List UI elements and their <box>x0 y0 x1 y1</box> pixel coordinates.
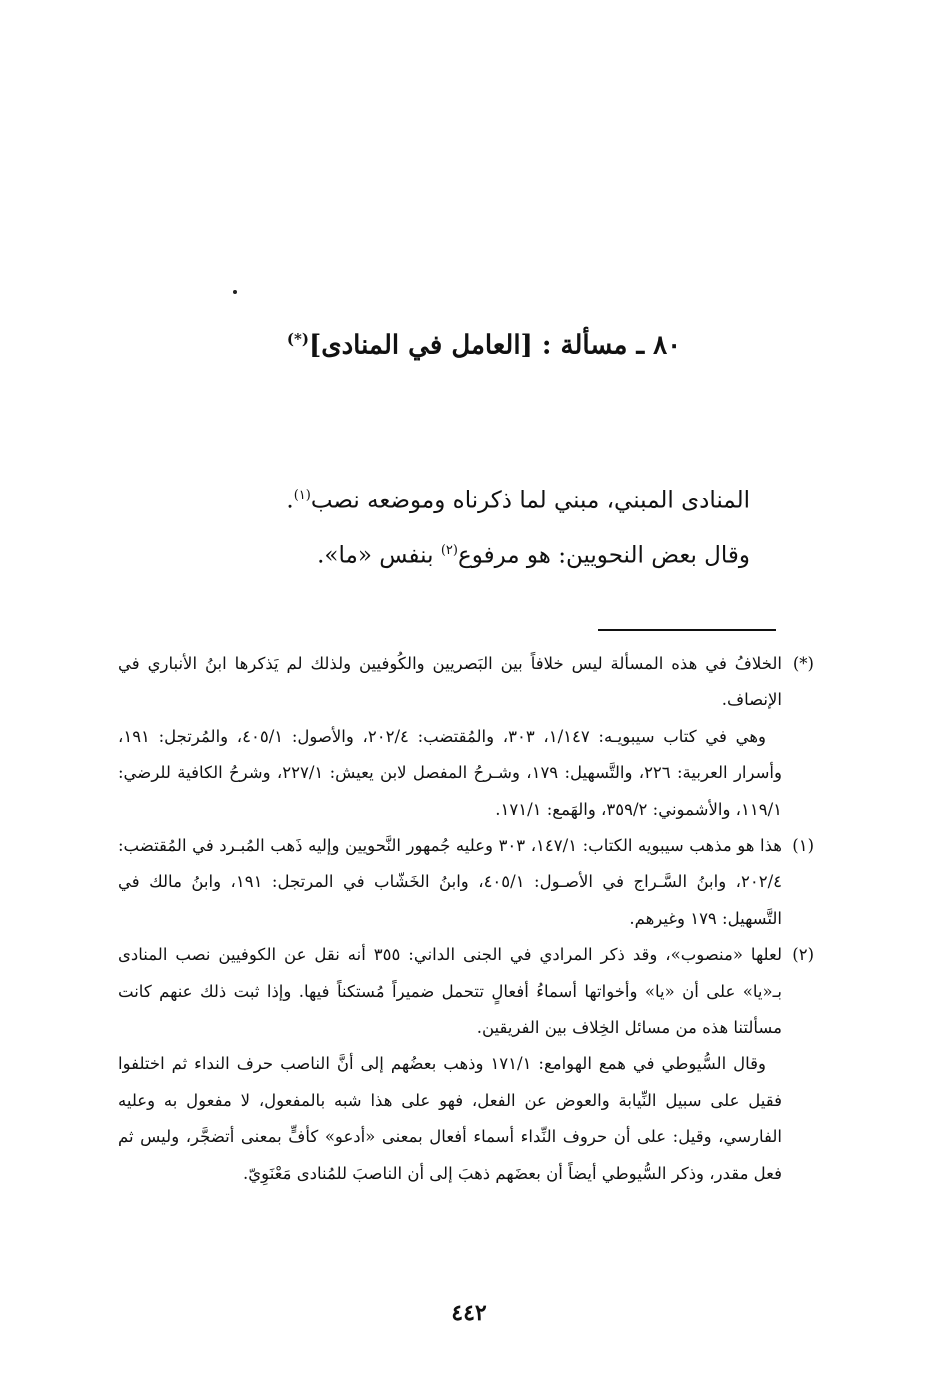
footnote-2-para-1: لعلها «منصوب»، وقد ذكر المرادي في الجنى الداني: ٣٥٥ أنه نقل عن الكوفيين نصب المنادى بـ«يا» على أن «يا» وأخواتها أسماءُ أفعالٍ تتحمل ضميراً مُستكناً فيها. وإذا ثبت ذلك عنهم كانت مسألتنا هذه من مسائل الخِلاف بين الفريقين. <box>118 945 783 1038</box>
main-line-2-end: بنفس «ما». <box>317 542 441 569</box>
footnote-ref-1: (١) <box>293 488 311 503</box>
main-text <box>150 478 750 588</box>
page-number: ٤٤٢ <box>451 1300 487 1326</box>
footnote-2-para-2: وقال السُّيوطي في همع الهوامع: ١٧١/١ وذهب بعضُهم إلى أنَّ الناصب حرف النداء ثم اختلفوا فقيل على سبيل النِّيابة والعوض عن الفعل، فهو على هذا شبه بالمفعول، لا مفعول به وعليه الفارسي، وقيل: على أن حروف النِّداء أسماء أفعال بمعنى «أدعو» كأفٍّ بمعنى أتضجَّر، وليس ثم فعل مقدر، وذكر السُّيوطي أيضاً أن بعضَهم ذهبَ إلى أن الناصبَ للمُنادى مَعْنَوِيّ. <box>118 1054 782 1183</box>
heading-text: ٨٠ ـ مسألة : [العامل في المنادى] <box>308 330 682 361</box>
footnote-star-para-1: الخلافُ في هذه المسألة ليس خلافاً بين البَصريين والكُوفيين ولذلك لم يَذكرها ابنُ الأنباري في الإنصاف. <box>118 654 782 710</box>
footnote-1-body <box>118 828 782 937</box>
heading-note-ref: (*) <box>286 330 309 348</box>
main-line-1-text: المنادى المبني، مبني لما ذكرناه وموضعه نصب <box>310 487 750 514</box>
main-line-2-text: وقال بعض النحويين: هو مرفوع <box>457 542 750 569</box>
footnote-1 <box>118 828 814 937</box>
footnote-2-mark: (٢) <box>792 945 814 965</box>
footnote-separator <box>598 629 776 631</box>
footnote-star <box>118 646 814 828</box>
main-line-1 <box>150 478 750 533</box>
footnote-star-body <box>118 646 782 828</box>
footnote-star-mark: (*) <box>792 654 814 673</box>
footnote-2 <box>118 937 814 1192</box>
footnote-ref-2: (٢) <box>440 543 458 558</box>
footnote-1-para-1: هذا هو مذهب سيبويه الكتاب: ١٤٧/١، ٣٠٣ وعليه جُمهور النَّحويين وإليه ذَهب المُبـرد في المُقتضب: ٢٠٢/٤، وابنُ السَّـراج في الأصـول: ٤٠٥/١، وابنُ الخَشّاب في المرتجل: ١٩١، وابنُ مالك في التَّسهيل: ١٧٩ وغيرهم. <box>118 836 782 928</box>
footnote-star-para-2: وهي في كتاب سيبويـه: ١/١٤٧، ٣٠٣، والمُقتضب: ٢٠٢/٤، والأصول: ٤٠٥/١، والمُرتجل: ١٩١، وأسرار العربية: ٢٢٦، والتَّسهيل: ١٧٩، وشـرحُ المفصل لابن يعيش: ٢٢٧/١، وشرحُ الكافية للرضي: ١١٩/١، والأشموني: ٣٥٩/٢، والهَمع: ١٧١/١. <box>118 726 782 819</box>
section-heading <box>0 330 938 361</box>
main-line-2 <box>150 533 750 588</box>
footnotes <box>118 646 814 1192</box>
footnote-2-body <box>118 937 782 1192</box>
footnote-1-mark: (١) <box>792 836 814 856</box>
main-line-1-end: . <box>286 487 294 514</box>
stray-dot <box>233 290 237 294</box>
